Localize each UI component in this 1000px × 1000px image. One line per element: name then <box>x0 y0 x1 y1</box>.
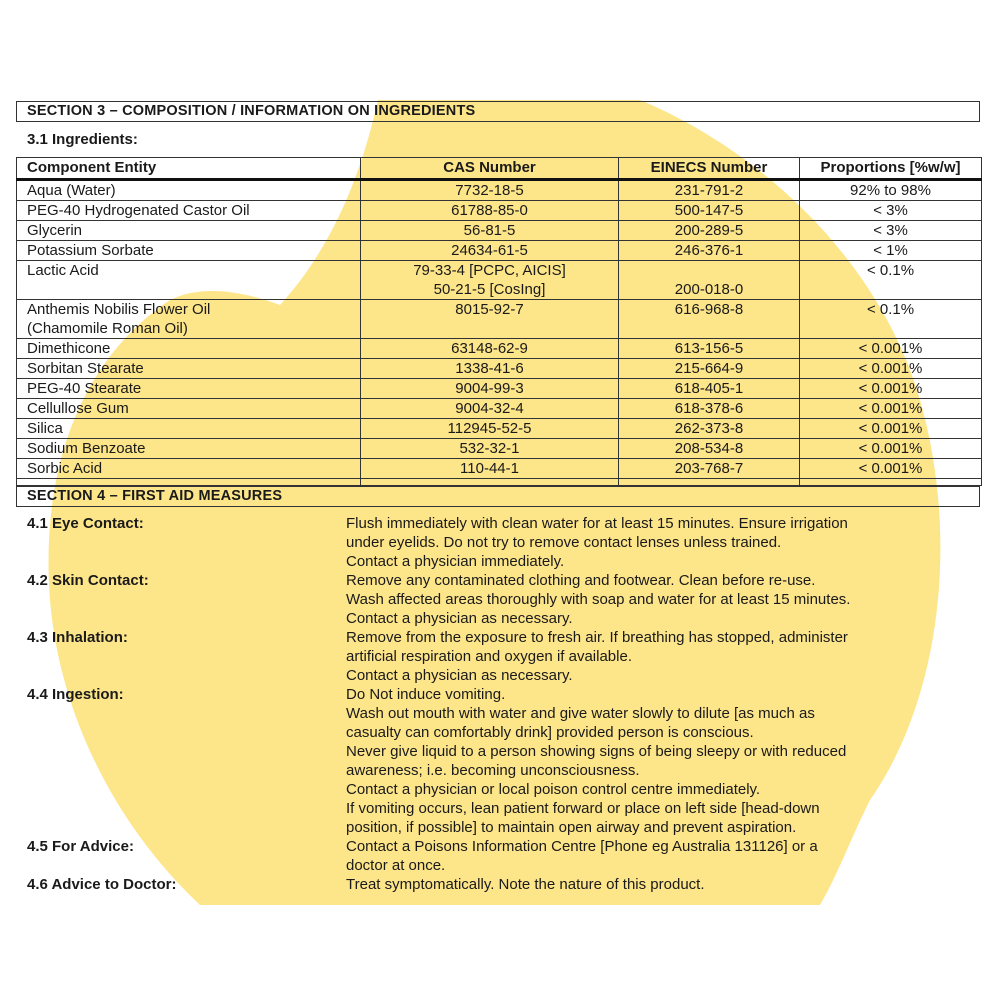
table-row <box>17 379 982 399</box>
proportion-cell-value: < 0.1% <box>866 301 915 318</box>
cas-cell-line: 79-33-4 [PCPC, AICIS] <box>413 262 566 279</box>
einecs-cell <box>619 241 800 261</box>
component-cell-line: Cellullose Gum <box>27 400 129 417</box>
cas-cell-line: 112945-52-5 <box>447 420 532 437</box>
instruction-line: Never give liquid to a person showing signs of being sleepy or with reduced <box>346 743 847 760</box>
einecs-cell <box>619 399 800 419</box>
component-cell <box>17 241 361 261</box>
proportion-cell-value: 92% to 98% <box>850 182 931 199</box>
component-cell <box>17 419 361 439</box>
first-aid-label: 4.3 Inhalation: <box>27 629 128 646</box>
column-header-proportions: Proportions [%w/w] <box>800 158 982 180</box>
einecs-cell <box>619 221 800 241</box>
instruction-line: Treat symptomatically. Note the nature of this product. <box>346 876 705 893</box>
component-cell-line: Glycerin <box>27 222 83 239</box>
einecs-cell-line: 616-968-8 <box>674 301 744 318</box>
einecs-cell-line: 618-378-6 <box>674 400 744 417</box>
instruction-line: Contact a Poisons Information Centre [Phone eg Australia 131126] or a <box>346 838 818 855</box>
proportion-cell-value: < 0.001% <box>858 440 923 457</box>
einecs-cell-line: 613-156-5 <box>674 340 744 357</box>
component-cell-line: Anthemis Nobilis Flower Oil <box>27 301 211 318</box>
einecs-cell <box>619 439 800 459</box>
first-aid-label: 4.1 Eye Contact: <box>27 515 144 532</box>
cas-cell <box>361 241 619 261</box>
ingredients-table <box>16 157 982 486</box>
table-spacer-row <box>17 479 982 486</box>
table-row <box>17 300 982 339</box>
component-cell-line: PEG-40 Hydrogenated Castor Oil <box>27 202 250 219</box>
cas-cell <box>361 379 619 399</box>
proportion-cell <box>800 379 982 399</box>
first-aid-item <box>0 514 1000 571</box>
table-row <box>17 399 982 419</box>
einecs-cell <box>619 201 800 221</box>
column-header-component: Component Entity <box>17 158 361 180</box>
ingredients-table-body <box>17 180 982 486</box>
component-cell-line: Aqua (Water) <box>27 182 116 199</box>
instruction-line: Flush immediately with clean water for at least 15 minutes. Ensure irrigation <box>346 515 848 532</box>
component-cell-line: PEG-40 Stearate <box>27 380 142 397</box>
proportion-cell-value: < 0.001% <box>858 400 923 417</box>
component-cell-line: Potassium Sorbate <box>27 242 154 259</box>
proportion-cell-value: < 0.001% <box>858 360 923 377</box>
cas-cell <box>361 339 619 359</box>
einecs-cell-line: 215-664-9 <box>674 360 744 377</box>
component-cell-line: Sorbitan Stearate <box>27 360 144 377</box>
component-cell-line: Dimethicone <box>27 340 111 357</box>
cas-cell <box>361 439 619 459</box>
table-row <box>17 241 982 261</box>
einecs-cell-line: 200-289-5 <box>674 222 744 239</box>
table-row <box>17 439 982 459</box>
proportion-cell-value: < 1% <box>873 242 908 259</box>
instruction-line: Wash affected areas thoroughly with soap and water for at least 15 minutes. <box>346 591 851 608</box>
proportion-cell <box>800 180 982 201</box>
proportion-cell <box>800 201 982 221</box>
einecs-cell-line: 262-373-8 <box>674 420 744 437</box>
proportion-cell <box>800 419 982 439</box>
first-aid-item <box>0 571 1000 628</box>
first-aid-label: 4.2 Skin Contact: <box>27 572 149 589</box>
spacer-cell <box>619 479 800 486</box>
instruction-line: doctor at once. <box>346 857 446 874</box>
einecs-cell-line: 200-018-0 <box>674 281 744 298</box>
spacer-cell <box>361 479 619 486</box>
first-aid-label: 4.5 For Advice: <box>27 838 134 855</box>
component-cell <box>17 221 361 241</box>
first-aid-instructions <box>346 628 986 685</box>
proportion-cell <box>800 399 982 419</box>
first-aid-item <box>0 685 1000 837</box>
column-header-cas: CAS Number <box>361 158 619 180</box>
einecs-cell <box>619 339 800 359</box>
table-row <box>17 201 982 221</box>
spacer-cell <box>800 479 982 486</box>
cas-cell-line: 110-44-1 <box>460 460 519 477</box>
instruction-line: Wash out mouth with water and give water slowly to dilute [as much as <box>346 705 815 722</box>
proportion-cell-value: < 3% <box>873 222 908 239</box>
table-row <box>17 221 982 241</box>
einecs-cell <box>619 180 800 201</box>
proportion-cell-value: < 0.001% <box>858 340 923 357</box>
cas-cell <box>361 419 619 439</box>
component-cell-line: Lactic Acid <box>27 262 99 279</box>
table-row <box>17 180 982 201</box>
ingredients-subheading: 3.1 Ingredients: <box>27 131 138 148</box>
proportion-cell <box>800 300 982 339</box>
cas-cell-line: 1338-41-6 <box>455 360 524 377</box>
instruction-line: Contact a physician as necessary. <box>346 667 573 684</box>
table-header-row <box>17 158 982 180</box>
proportion-cell-value: < 0.001% <box>858 460 923 477</box>
instruction-line: Contact a physician or local poison control centre immediately. <box>346 781 761 798</box>
first-aid-list <box>0 514 1000 894</box>
table-row <box>17 459 982 479</box>
einecs-cell <box>619 359 800 379</box>
instruction-line: Do Not induce vomiting. <box>346 686 506 703</box>
instruction-line: If vomiting occurs, lean patient forward or place on left side [head-down <box>346 800 820 817</box>
instruction-line: casualty can comfortably drink] provided person is conscious. <box>346 724 754 741</box>
cas-cell <box>361 180 619 201</box>
instruction-line: artificial respiration and oxygen if available. <box>346 648 632 665</box>
cas-cell-line: 61788-85-0 <box>451 202 528 219</box>
proportion-cell <box>800 439 982 459</box>
einecs-cell-line <box>619 261 799 280</box>
cas-cell-line: 56-81-5 <box>463 222 516 239</box>
cas-cell-line: 50-21-5 [CosIng] <box>433 281 546 298</box>
einecs-cell-line: 203-768-7 <box>674 460 744 477</box>
instruction-line: Contact a physician immediately. <box>346 553 565 570</box>
table-row <box>17 339 982 359</box>
component-cell <box>17 261 361 300</box>
first-aid-instructions <box>346 571 986 628</box>
instruction-line: Remove any contaminated clothing and footwear. Clean before re-use. <box>346 572 816 589</box>
table-row <box>17 261 982 300</box>
instruction-line: under eyelids. Do not try to remove contact lenses unless trained. <box>346 534 782 551</box>
component-cell <box>17 180 361 201</box>
proportion-cell-value: < 0.001% <box>858 380 923 397</box>
cas-cell-line: 8015-92-7 <box>455 301 524 318</box>
einecs-cell-line: 208-534-8 <box>674 440 744 457</box>
cas-cell-line: 63148-62-9 <box>451 340 528 357</box>
proportion-cell <box>800 221 982 241</box>
component-cell <box>17 379 361 399</box>
cas-cell <box>361 221 619 241</box>
proportion-cell <box>800 241 982 261</box>
table-row <box>17 359 982 379</box>
cas-cell-line: 7732-18-5 <box>455 182 524 199</box>
component-cell-line: (Chamomile Roman Oil) <box>27 320 188 337</box>
component-cell-line: Sorbic Acid <box>27 460 103 477</box>
cas-cell <box>361 261 619 300</box>
cas-cell <box>361 459 619 479</box>
proportion-cell-value: < 0.001% <box>858 420 923 437</box>
einecs-cell <box>619 379 800 399</box>
section-3-header: SECTION 3 – COMPOSITION / INFORMATION ON INGREDIENTS <box>16 101 980 122</box>
first-aid-instructions <box>346 837 986 875</box>
component-cell <box>17 399 361 419</box>
first-aid-item <box>0 875 1000 894</box>
cas-cell <box>361 359 619 379</box>
component-cell <box>17 201 361 221</box>
einecs-cell <box>619 300 800 339</box>
einecs-cell <box>619 261 800 300</box>
first-aid-instructions <box>346 685 986 837</box>
proportion-cell <box>800 359 982 379</box>
einecs-cell <box>619 419 800 439</box>
einecs-cell-line: 231-791-2 <box>674 182 744 199</box>
first-aid-instructions <box>346 875 986 894</box>
first-aid-label: 4.4 Ingestion: <box>27 686 124 703</box>
cas-cell <box>361 300 619 339</box>
proportion-cell <box>800 459 982 479</box>
proportion-cell <box>800 339 982 359</box>
cas-cell <box>361 201 619 221</box>
column-header-einecs: EINECS Number <box>619 158 800 180</box>
einecs-cell <box>619 459 800 479</box>
cas-cell-line: 9004-99-3 <box>455 380 524 397</box>
einecs-cell-line: 246-376-1 <box>674 242 744 259</box>
component-cell-line: Silica <box>27 420 63 437</box>
first-aid-item <box>0 837 1000 875</box>
cas-cell-line: 9004-32-4 <box>455 400 524 417</box>
proportion-cell-value: < 3% <box>873 202 908 219</box>
einecs-cell-line: 500-147-5 <box>674 202 744 219</box>
component-cell <box>17 339 361 359</box>
cas-cell <box>361 399 619 419</box>
first-aid-instructions <box>346 514 986 571</box>
instruction-line: position, if possible] to maintain open airway and prevent aspiration. <box>346 819 797 836</box>
instruction-line: Contact a physician as necessary. <box>346 610 573 627</box>
instruction-line: awareness; i.e. becoming unconsciousness. <box>346 762 640 779</box>
instruction-line: Remove from the exposure to fresh air. If breathing has stopped, administer <box>346 629 848 646</box>
first-aid-label: 4.6 Advice to Doctor: <box>27 876 177 893</box>
component-cell <box>17 359 361 379</box>
component-cell-line: Sodium Benzoate <box>27 440 146 457</box>
first-aid-item <box>0 628 1000 685</box>
einecs-cell-line: 618-405-1 <box>674 380 744 397</box>
cas-cell-line: 24634-61-5 <box>451 242 528 259</box>
spacer-cell <box>17 479 361 486</box>
component-cell <box>17 439 361 459</box>
proportion-cell-value: < 0.1% <box>866 262 915 279</box>
component-cell <box>17 459 361 479</box>
table-row <box>17 419 982 439</box>
cas-cell-line: 532-32-1 <box>459 440 520 457</box>
section-4-header: SECTION 4 – FIRST AID MEASURES <box>16 486 980 507</box>
component-cell <box>17 300 361 339</box>
proportion-cell <box>800 261 982 300</box>
